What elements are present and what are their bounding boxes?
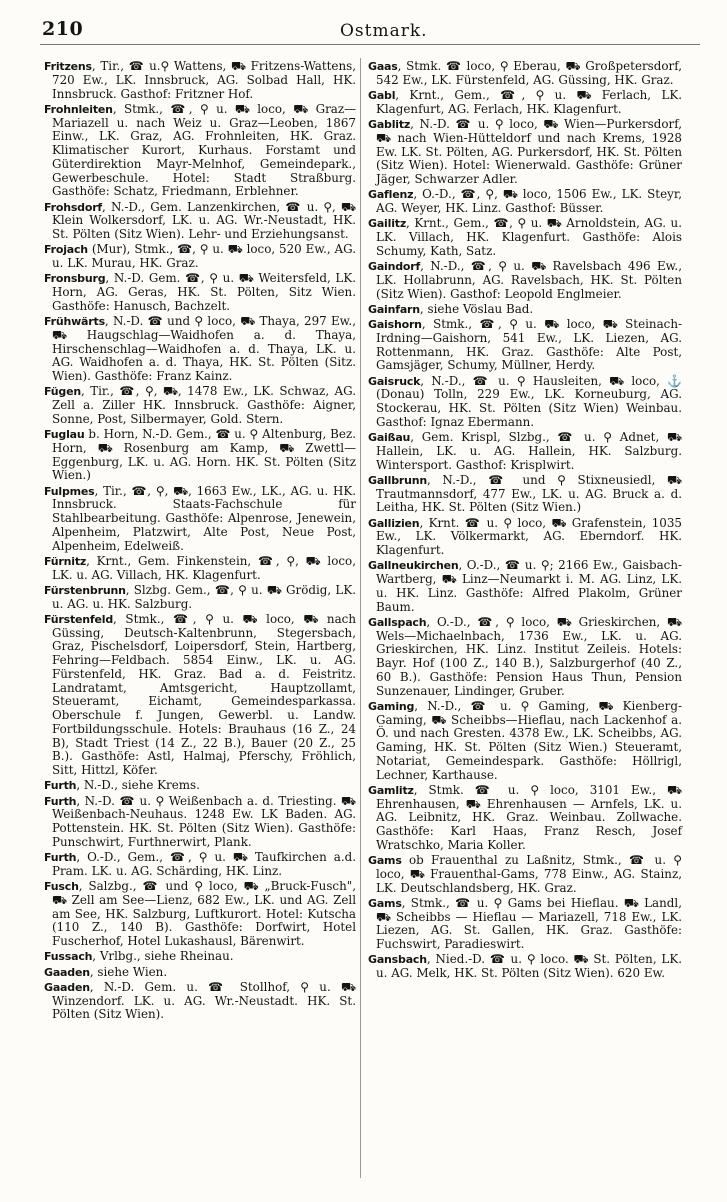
entry-place-name: Gallspach <box>368 615 427 629</box>
entry-description: , N.-D., ☎ u. ⚲ Hausleiten, ⛟ loco, ⚓ (Donau) Tolln, 229 Ew., LK. Korneuburg, AG. Stockerau, HK. St. Pölten (Sitz Wien) Weinbau. Gasthof: Ignaz Ebermann. <box>376 373 682 429</box>
entry-place-name: Gaindorf <box>368 260 421 273</box>
entry-description: , Stmk., ☎, ⚲ u. ⛟ loco, ⛟ Graz—Mariazell u. nach Weiz u. Graz—Leoben, 1867 Einw., LK. Graz, AG. Frohnleiten, HK. Graz. Klimatischer Kurort, Kurhaus. Forstamt und Güterdirektion Mayr-Melnhof, Gemeindepark., Gewerbeschule. Hotel: Stadt Straßburg. Gasthöfe: Schatz, Friedmann, Erblehner. <box>52 101 356 199</box>
directory-entry <box>44 795 356 850</box>
entry-place-name: Fürnitz <box>44 554 87 568</box>
entry-place-name: Gallbrunn <box>368 473 427 487</box>
directory-entry <box>44 779 356 793</box>
page-title: Ostmark. <box>340 21 428 41</box>
directory-entry <box>368 375 682 430</box>
directory-entry <box>44 315 356 384</box>
directory-entry <box>368 89 682 117</box>
entry-place-name: Gaas <box>368 60 398 73</box>
entry-description: , O.-D., ☎, ⚲, ⛟ loco, 1506 Ew., LK. Steyr, AG. Weyer, HK. Linz. Gasthof: Büsser. <box>376 187 682 215</box>
entry-description: , O.-D., Gem., ☎, ⚲ u. ⛟ Taufkirchen a.d. Pram. LK. u. AG. Schärding, HK. Linz. <box>52 850 356 878</box>
directory-entry <box>368 118 682 187</box>
entry-place-name: Gablitz <box>368 118 411 131</box>
entry-place-name: Gamlitz <box>368 783 414 797</box>
entry-place-name: Fritzens <box>44 60 92 73</box>
header-rule <box>40 44 700 45</box>
directory-entry <box>44 613 356 778</box>
entry-place-name: Fulpmes <box>44 484 95 498</box>
directory-entry <box>44 243 356 271</box>
entry-place-name: Gallizien <box>368 516 420 530</box>
directory-entry <box>44 385 356 426</box>
entry-place-name: Fürstenfeld <box>44 612 114 626</box>
directory-entry <box>368 897 682 952</box>
entry-place-name: Gams <box>368 896 402 910</box>
entry-description: , N.-D., ☎ u. ⚲ Gaming, ⛟ Kienberg-Gaming, ⛟ Scheibbs—Hieflau, nach Lackenhof a. Ö. und nach Gresten. 4378 Ew., LK. Scheibbs, AG. Gaming, HK. St. Pölten (Sitz Wien.) Steueramt, Notariat, Gemeindespark. Gasthöfe: Höllrigl, Lechner, Karthause. <box>376 698 682 782</box>
right-column <box>368 60 682 982</box>
entry-description: , Gem. Krispl, Slzbg., ☎ u. ⚲ Adnet, ⛟ Hallein, LK. u. AG. Hallein, HK. Salzburg. Wintersport. Gasthof: Krisplwirt. <box>376 430 682 472</box>
column-divider <box>360 58 361 1178</box>
entry-description: , N.-D. Gem. ☎, ⚲ u. ⛟ Weitersfeld, LK. Horn, AG. Geras, HK. St. Pölten, Sitz Wien. Gasthöfe: Hanusch, Bachzelt. <box>52 271 356 313</box>
entry-description: , O.-D., ☎, ⚲ loco, ⛟ Grieskirchen, ⛟ Wels—Michaelnbach, 1736 Ew., LK. u. AG. Grieskirchen, HK. Linz. Institut Zeileis. Hotels: Bayr. Hof (100 Z., 140 B.), Salzburgerhof (40 Z., 60 B.). Gasthöfe: Pension Haus Thun, Pension Sunzenauer, Lindinger, Gruber. <box>376 614 682 698</box>
entry-description: b. Horn, N.-D. Gem., ☎ u. ⚲ Altenburg, Bez. Horn, ⛟ Rosenburg am Kamp, ⛟ Zwettl—Eggenburg, LK. u. AG. Horn. HK. St. Pölten (Sitz Wien.) <box>52 427 356 483</box>
page-number: 210 <box>42 18 84 40</box>
entry-place-name: Gaaden <box>44 965 90 979</box>
entry-description: , N.-D., siehe Krems. <box>76 778 200 793</box>
directory-entry <box>368 318 682 373</box>
entry-description: (Mur), Stmk., ☎, ⚲ u. ⛟ loco, 520 Ew., AG. u. LK. Murau, HK. Graz. <box>52 242 356 270</box>
directory-entry <box>44 60 356 101</box>
entry-description: , Tir., ☎ u.⚲ Wattens, ⛟ Fritzens-Wattens, 720 Ew., LK. Innsbruck, AG. Solbad Hall, HK. Innsbruck. Gasthof: Fritzner Hof. <box>52 59 356 101</box>
entry-description: ob Frauenthal zu Laßnitz, Stmk., ☎ u. ⚲ loco, ⛟ Frauenthal-Gams, 778 Einw., AG. Stainz, LK. Deutschlandsberg, HK. Graz. <box>376 853 682 895</box>
directory-entry <box>368 854 682 895</box>
directory-entry <box>368 303 682 317</box>
directory-entry <box>368 559 682 614</box>
entry-place-name: Fügen <box>44 385 81 399</box>
directory-entry <box>368 474 682 515</box>
entry-description: , Tir., ☎, ⚲, ⛟, 1478 Ew., LK. Schwaz, AG. Zell a. Ziller HK. Innsbruck. Gasthöfe: Aigner, Sonne, Post, Silbermayer, Gold. Stern. <box>52 384 356 426</box>
entry-description: , Stmk., ☎, ⚲ u. ⛟ loco, ⛟ nach Güssing, Deutsch-Kaltenbrunn, Stegersbach, Graz, Pischelsdorf, Loipersdorf, Stein, Hartberg, Fehring—Feldbach. 5854 Einw., LK. u. AG. Fürstenfeld, HK. Graz. Bad a. d. Feistritz. Landratamt, Amtsgericht, Hauptzollamt, Steueramt, Eichamt, Gemeindesparkassa. Oberschule f. Jungen, Gewerbl. u. Landw. Fortbildungsschule. Hotels: Brauhaus (16 Z., 24 B), Stadt Triest (14 Z., 22 B.), Bauer (20 Z., 25 B.). Gasthöfe: Astl, Halmaj, Pferschy, Fröhlich, Sitt, Hittzl, Köfer. <box>52 611 356 777</box>
directory-entry <box>44 950 356 964</box>
entry-description: , Stmk., ☎ u. ⚲ Gams bei Hieflau. ⛟ Landl, ⛟ Scheibbs — Hieflau — Mariazell, 718 Ew., LK. Liezen, AG. St. Gallen, HK. Graz. Gasthöfe: Fuchswirt, Paradieswirt. <box>376 895 682 951</box>
entry-place-name: Gaming <box>368 699 415 713</box>
entry-place-name: Gams <box>368 854 402 867</box>
entry-description: , N.-D. ☎ und ⚲ loco, ⛟ Thaya, 297 Ew., ⛟ Haugschlag—Waidhofen a. d. Thaya, Hirschenschlag—Waidhofen a. d. Thaya, LK. u. AG. Waidhofen a. d. Thaya, HK. St. Pölten (Sitz. Wien). Gasthöfe: Franz Kainz. <box>52 314 356 383</box>
entry-place-name: Gaißau <box>368 431 411 444</box>
entry-description: , N.-D. Gem. u. ☎ Stollhof, ⚲ u. ⛟ Winzendorf. LK. u. AG. Wr.-Neustadt. HK. St. Pölten (Sitz Wien). <box>52 979 356 1022</box>
directory-entry <box>44 880 356 949</box>
entry-place-name: Fürstenbrunn <box>44 583 126 597</box>
entry-place-name: Gaisruck <box>368 374 421 388</box>
left-column <box>44 60 356 1024</box>
entry-place-name: Gaaden <box>44 980 90 994</box>
directory-entry <box>44 201 356 242</box>
directory-entry <box>44 851 356 879</box>
entry-place-name: Fuglau <box>44 428 85 441</box>
directory-entry <box>44 272 356 313</box>
entry-place-name: Fusch <box>44 880 79 893</box>
entry-description: , Stmk. ☎ loco, ⚲ Eberau, ⛟ Großpetersdorf, 542 Ew., LK. Fürstenfeld, AG. Güssing, HK. Graz. <box>376 59 682 87</box>
entry-description: , N.-D. ☎ u. ⚲ loco, ⛟ Wien—Purkersdorf, ⛟ nach Wien-Hütteldorf und nach Krems, 1928 Ew. LK. St. Pölten, AG. Purkersdorf, HK. St. Pölten (Sitz Wien). Hotel: Wienerwald. Gasthöfe: Grüner Jäger, Schwarzer Adler. <box>376 117 682 186</box>
entry-place-name: Gabl <box>368 89 396 102</box>
directory-entry <box>44 555 356 583</box>
entry-place-name: Fronsburg <box>44 272 106 286</box>
entry-description: , siehe Wien. <box>89 964 168 979</box>
entry-description: , Stmk., ☎, ⚲ u. ⛟ loco, ⛟ Steinach-Irdning—Gaishorn, 541 Ew., LK. Liezen, AG. Rottenmann, HK. Graz. Gasthöfe: Alte Post, Gamsjäger, Schumy, Müllner, Herdy. <box>376 317 682 373</box>
directory-entry <box>44 966 356 980</box>
entry-place-name: Gailitz <box>368 217 407 231</box>
entry-place-name: Gallneukirchen <box>368 559 459 573</box>
page-header <box>40 12 700 44</box>
entry-place-name: Fussach <box>44 950 93 964</box>
directory-entry <box>368 616 682 699</box>
entry-description: , Krnt., Gem., ☎, ⚲ u. ⛟ Ferlach, LK. Klagenfurt, AG. Ferlach, HK. Klagenfurt. <box>376 88 682 116</box>
entry-place-name: Furth <box>44 779 77 793</box>
directory-entry <box>44 485 356 554</box>
directory-entry <box>44 428 356 483</box>
entry-description: , Krnt. ☎ u. ⚲ loco, ⛟ Grafenstein, 1035 Ew., LK. Völkermarkt, AG. Eberndorf. HK. Klagenfurt. <box>376 515 682 557</box>
directory-entry <box>368 517 682 558</box>
directory-entry <box>368 217 682 258</box>
entry-place-name: Frojach <box>44 243 88 257</box>
directory-entry <box>44 981 356 1022</box>
entry-place-name: Gansbach <box>368 953 427 967</box>
entry-description: , N.-D., ☎ und ⚲ Stixneusiedl, ⛟ Trautmannsdorf, 477 Ew., LK. u. AG. Bruck a. d. Leitha, HK. St. Pölten (Sitz Wien.) <box>376 472 682 515</box>
entry-place-name: Frohsdorf <box>44 200 103 214</box>
entry-description: , N.-D., ☎, ⚲ u. ⛟ Ravelsbach 496 Ew., LK. Hollabrunn, AG. Ravelsbach, HK. St. Pölten (Sitz Wien). Gasthof: Leopold Englmeier. <box>376 259 682 301</box>
entry-description: , Stmk. ☎ u. ⚲ loco, 3101 Ew., ⛟ Ehrenhausen, ⛟ Ehrenhausen — Arnfels, LK. u. AG. Leibnitz, HK. Graz. Weinbau. Zollwache. Gasthöfe: Karl Haas, Franz Resch, Josef Wratschko, Maria Koller. <box>376 782 682 852</box>
directory-entry <box>368 700 682 783</box>
entry-place-name: Frühwärts <box>44 315 105 328</box>
directory-entry <box>368 784 682 853</box>
entry-description: , Krnt., Gem. Finkenstein, ☎, ⚲, ⛟ loco, LK. u. AG. Villach, HK. Klagenfurt. <box>52 553 356 582</box>
entry-description: , N.-D. ☎ u. ⚲ Weißenbach a. d. Triesting. ⛟ Weißenbach-Neuhaus. 1248 Ew. LK Baden. AG. Pottenstein. HK. St. Pölten (Sitz Wien). Gasthöfe: Punschwirt, Furthnerwirt, Plank. <box>52 793 356 849</box>
entry-description: , Tir., ☎, ⚲, ⛟, 1663 Ew., LK., AG. u. HK. Innsbruck. Staats-Fachschule für Stahlbearbeitung. Gasthöfe: Alpenrose, Jenewein, Alpenheim, Platzwirt, Alte Post, Neue Post, Alpenheim, Edelweiß. <box>52 483 356 553</box>
entry-place-name: Gaishorn <box>368 318 422 331</box>
directory-entry <box>368 188 682 216</box>
directory-entry <box>368 431 682 472</box>
entry-description: , siehe Vöslau Bad. <box>419 301 534 316</box>
entry-place-name: Furth <box>44 851 77 864</box>
entry-description: , Nied.-D. ☎ u. ⚲ loco. ⛟ St. Pölten, LK. u. AG. Melk, HK. St. Pölten (Sitz Wien). 620 Ew. <box>376 952 682 980</box>
entry-place-name: Gaflenz <box>368 188 414 202</box>
directory-entry <box>368 953 682 981</box>
directory-entry <box>368 260 682 301</box>
directory-entry <box>368 60 682 88</box>
entry-description: , N.-D., Gem. Lanzenkirchen, ☎ u. ⚲, ⛟ Klein Wolkersdorf, LK. u. AG. Wr.-Neustadt, HK. St. Pölten (Sitz Wien). Lehr- und Erziehungsanst. <box>52 199 356 241</box>
entry-place-name: Furth <box>44 794 77 808</box>
entry-description: , Salzbg., ☎ und ⚲ loco, ⛟ „Bruck-Fusch", ⛟ Zell am See—Lienz, 682 Ew., LK. und AG. Zell am See, HK. Salzburg, Luftkurort. Hotel: Kutscha (110 Z., 140 B). Gasthöfe: Dorfwirt, Hotel Fuscherhof, Hotel Lukashausl, Bärenwirt. <box>52 879 356 948</box>
entry-description: , O.-D., ☎ u. ⚲; 2166 Ew., Gaisbach-Wartberg, ⛟ Linz—Neumarkt i. M. AG. Linz, LK. u. HK. Linz. Gasthöfe: Alfred Plakolm, Grüner Baum. <box>376 558 682 614</box>
directory-entry <box>44 103 356 199</box>
entry-place-name: Frohnleiten <box>44 102 113 116</box>
entry-description: , Slzbg. Gem., ☎, ⚲ u. ⛟ Grödig, LK. u. AG. u. HK. Salzburg. <box>52 582 356 611</box>
directory-entry <box>44 584 356 612</box>
entry-description: , Krnt., Gem., ☎, ⚲ u. ⛟ Arnoldstein, AG. u. LK. Villach, HK. Klagenfurt. Gasthöfe: Alois Schumy, Kath, Satz. <box>376 216 682 258</box>
entry-place-name: Gainfarn <box>368 302 420 316</box>
entry-description: , Vrlbg., siehe Rheinau. <box>92 949 234 964</box>
